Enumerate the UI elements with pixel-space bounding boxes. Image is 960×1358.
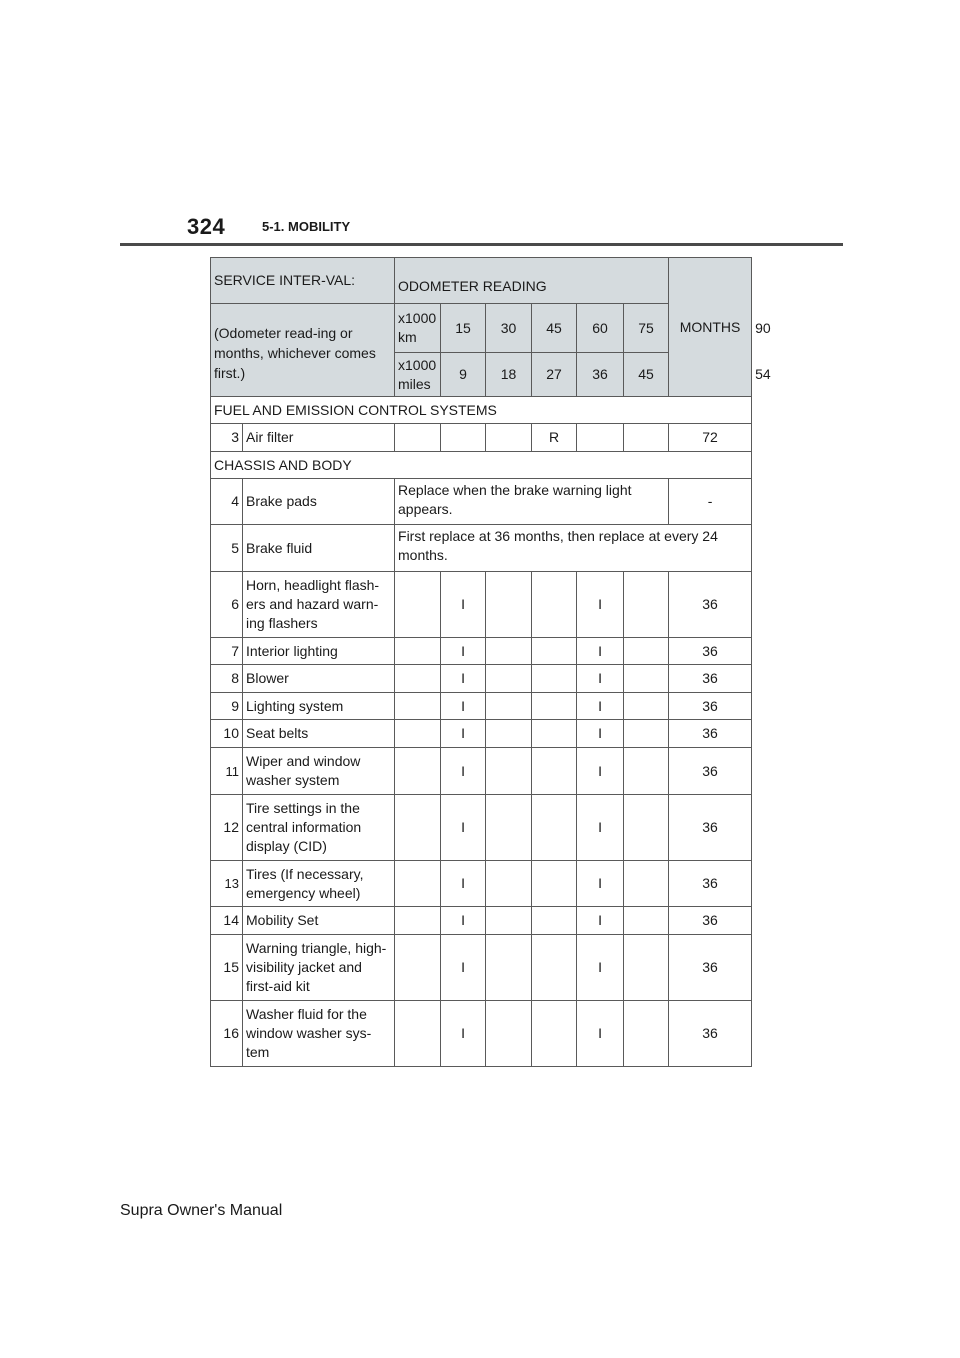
- row-months: 36: [669, 748, 752, 795]
- row-item: Seat belts: [243, 720, 395, 748]
- km-value: 15: [441, 304, 486, 353]
- row-number: 12: [211, 795, 243, 861]
- row-note: First replace at 36 months, then replace at every 24 months.: [395, 525, 752, 572]
- row-months: 36: [669, 1001, 752, 1067]
- interval-mark: [395, 907, 441, 935]
- section-heading-chassis: CHASSIS AND BODY: [211, 452, 752, 479]
- interval-mark: I: [441, 861, 486, 907]
- interval-mark: [395, 748, 441, 795]
- row-number: 8: [211, 665, 243, 693]
- interval-mark: [532, 795, 577, 861]
- table-row: [211, 935, 752, 1001]
- table-row: [211, 748, 752, 795]
- row-months: 36: [669, 665, 752, 693]
- interval-mark: [486, 424, 532, 452]
- interval-mark: [577, 424, 624, 452]
- odometer-reading-header: ODOMETER READING: [395, 258, 669, 304]
- table-row: [211, 479, 752, 525]
- row-item: Wiper and window washer system: [243, 748, 395, 795]
- interval-mark: [532, 935, 577, 1001]
- interval-mark: [486, 907, 532, 935]
- row-number: 11: [211, 748, 243, 795]
- interval-mark: [486, 693, 532, 720]
- page-number: 324: [187, 214, 226, 239]
- row-item: Blower: [243, 665, 395, 693]
- row-item: Horn, headlight flash-ers and hazard warn-ing flashers: [243, 572, 395, 638]
- interval-mark: [532, 720, 577, 748]
- interval-mark: [624, 748, 669, 795]
- interval-mark: [486, 935, 532, 1001]
- miles-unit-label: x1000 miles: [395, 353, 441, 397]
- interval-mark: [624, 935, 669, 1001]
- interval-mark: [532, 748, 577, 795]
- interval-mark: [486, 720, 532, 748]
- km-value: 30: [486, 304, 532, 353]
- section-title: 5-1. MOBILITY: [262, 219, 351, 234]
- interval-mark: I: [441, 665, 486, 693]
- row-item: Brake pads: [243, 479, 395, 525]
- table-row: [211, 693, 752, 720]
- interval-mark: [486, 638, 532, 665]
- row-number: 15: [211, 935, 243, 1001]
- table-row: [211, 638, 752, 665]
- row-item: Mobility Set: [243, 907, 395, 935]
- interval-mark: I: [577, 720, 624, 748]
- interval-mark: [486, 572, 532, 638]
- interval-mark: I: [577, 907, 624, 935]
- interval-mark: [532, 572, 577, 638]
- interval-mark: [395, 861, 441, 907]
- interval-mark: [532, 1001, 577, 1067]
- interval-mark: [532, 907, 577, 935]
- row-number: 16: [211, 1001, 243, 1067]
- interval-mark: I: [577, 748, 624, 795]
- maintenance-schedule-table: SERVICE INTER-VAL: ODOMETER READING MONTHS (Odometer read-ing or months, whichever comes first.) x1000 km 15 30 45 60 75 90 x1000 miles 9 18 27 36 45 54 FUEL AND EMISSION CONTROL SYSTEMS 3 Air filter R 72 CHASSIS AND BODY 4 Brake pads Replace when the brake warning light appears. - 5 Brake fluid First replace at 36 months, then replace at every 24 months. 6 Horn, headlight flash-ers and hazard warn-ing flashers I I 36 7 Interior lighting I I 36 8 Blower I I 36 9 Lighting system I I 36 10 Seat belts I I 36 11 Wiper and window washer system I I 36 12 Tire settings in the central information display (CID) I I 36 13 Tires (If necessary, emergency wheel) I I 36 14 Mobility Set I I 36 15 Warning triangle, high-visibility jacket and first-aid kit I I 36 16 Washer fluid for the window washer sys-tem I I 36: [210, 257, 752, 1067]
- interval-mark: I: [441, 638, 486, 665]
- row-months: 36: [669, 935, 752, 1001]
- row-item: Tires (If necessary, emergency wheel): [243, 861, 395, 907]
- interval-mark: [395, 1001, 441, 1067]
- row-months: 36: [669, 795, 752, 861]
- interval-mark: I: [577, 638, 624, 665]
- interval-mark: I: [441, 693, 486, 720]
- months-header: MONTHS: [669, 258, 752, 397]
- interval-mark: [395, 935, 441, 1001]
- interval-mark: [624, 720, 669, 748]
- table-row: [211, 424, 752, 452]
- interval-mark: [486, 861, 532, 907]
- interval-mark: [395, 693, 441, 720]
- interval-mark: I: [577, 861, 624, 907]
- miles-value: 9: [441, 353, 486, 397]
- interval-mark: I: [577, 935, 624, 1001]
- section-heading-fuel: FUEL AND EMISSION CONTROL SYSTEMS: [211, 397, 752, 424]
- row-number: 7: [211, 638, 243, 665]
- interval-mark: [624, 861, 669, 907]
- row-number: 4: [211, 479, 243, 525]
- interval-mark: [395, 638, 441, 665]
- table-row: [211, 665, 752, 693]
- km-unit-label: x1000 km: [395, 304, 441, 353]
- interval-mark: [624, 424, 669, 452]
- interval-mark: [532, 861, 577, 907]
- interval-mark: [395, 665, 441, 693]
- row-months: 36: [669, 861, 752, 907]
- interval-mark: [624, 907, 669, 935]
- row-number: 10: [211, 720, 243, 748]
- row-number: 13: [211, 861, 243, 907]
- interval-mark: [486, 795, 532, 861]
- interval-mark: I: [441, 907, 486, 935]
- km-value: 60: [577, 304, 624, 353]
- row-number: 3: [211, 424, 243, 452]
- interval-mark: I: [441, 748, 486, 795]
- row-item: Interior lighting: [243, 638, 395, 665]
- table-row: [211, 861, 752, 907]
- miles-value: 18: [486, 353, 532, 397]
- interval-mark: [624, 1001, 669, 1067]
- interval-mark: I: [441, 1001, 486, 1067]
- row-months: 36: [669, 693, 752, 720]
- row-number: 14: [211, 907, 243, 935]
- header-divider: [120, 243, 843, 246]
- interval-mark: I: [577, 572, 624, 638]
- interval-mark: [395, 572, 441, 638]
- km-value: 75: [624, 304, 669, 353]
- table-row: [211, 795, 752, 861]
- interval-mark: I: [441, 795, 486, 861]
- row-item: Brake fluid: [243, 525, 395, 572]
- table-row: [211, 907, 752, 935]
- interval-mark: I: [577, 795, 624, 861]
- interval-mark: [486, 748, 532, 795]
- interval-mark: [532, 693, 577, 720]
- row-item: Washer fluid for the window washer sys-tem: [243, 1001, 395, 1067]
- interval-mark: [441, 424, 486, 452]
- interval-mark: [395, 720, 441, 748]
- table-row: [211, 572, 752, 638]
- interval-mark: I: [441, 572, 486, 638]
- row-months: 36: [669, 638, 752, 665]
- row-number: 9: [211, 693, 243, 720]
- table-row: [211, 525, 752, 572]
- interval-mark: I: [441, 935, 486, 1001]
- row-months: 36: [669, 572, 752, 638]
- row-item: Warning triangle, high-visibility jacket and first-aid kit: [243, 935, 395, 1001]
- row-months: 72: [669, 424, 752, 452]
- interval-mark: [624, 795, 669, 861]
- row-item: Air filter: [243, 424, 395, 452]
- interval-mark: I: [577, 665, 624, 693]
- row-note: Replace when the brake warning light appears.: [395, 479, 669, 525]
- km-value: 45: [532, 304, 577, 353]
- interval-mark: [486, 665, 532, 693]
- manual-title-footer: Supra Owner's Manual: [120, 1202, 283, 1219]
- interval-mark: [532, 638, 577, 665]
- table-row: [211, 720, 752, 748]
- service-interval-header: SERVICE INTER-VAL:: [211, 258, 395, 304]
- table-row: [211, 1001, 752, 1067]
- row-item: Lighting system: [243, 693, 395, 720]
- interval-mark: R: [532, 424, 577, 452]
- interval-mark: [486, 1001, 532, 1067]
- miles-value: 45: [624, 353, 669, 397]
- interval-mark: [624, 638, 669, 665]
- whichever-first-note: (Odometer read-ing or months, whichever comes first.): [211, 304, 395, 397]
- miles-value: 27: [532, 353, 577, 397]
- row-months: 36: [669, 720, 752, 748]
- interval-mark: [624, 665, 669, 693]
- row-months: 36: [669, 907, 752, 935]
- interval-mark: [532, 665, 577, 693]
- interval-mark: [395, 795, 441, 861]
- row-months: -: [669, 479, 752, 525]
- interval-mark: [624, 572, 669, 638]
- row-number: 6: [211, 572, 243, 638]
- interval-mark: I: [441, 720, 486, 748]
- interval-mark: I: [577, 1001, 624, 1067]
- row-item: Tire settings in the central information display (CID): [243, 795, 395, 861]
- interval-mark: I: [577, 693, 624, 720]
- interval-mark: [624, 693, 669, 720]
- row-number: 5: [211, 525, 243, 572]
- interval-mark: [395, 424, 441, 452]
- miles-value: 36: [577, 353, 624, 397]
